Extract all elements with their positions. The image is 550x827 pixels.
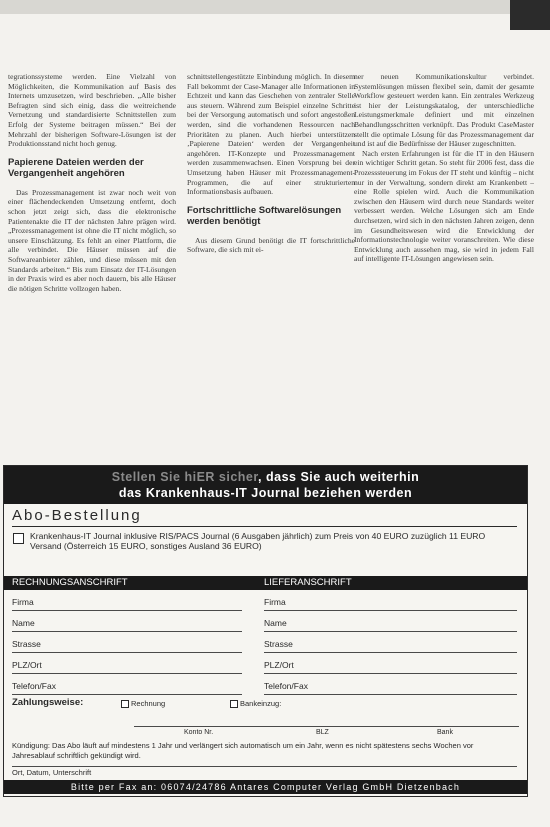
delivery-plz-input[interactable] [264,673,517,674]
billing-firma-input[interactable] [12,610,242,611]
form-title: Abo-Bestellung [12,507,142,524]
delivery-address-heading: LIEFERANSCHRIFT [264,577,352,588]
delivery-strasse-label: Strasse [264,639,293,649]
billing-plz-label: PLZ/Ort [12,660,42,670]
form-banner [4,466,527,504]
subheading: Fortschrittliche Softwarelösungen werden benötigt [187,204,342,228]
subscription-form [3,465,528,797]
banner-line-2: das Krankenhaus-IT Journal beziehen werden [118,486,413,500]
bank-label: Bank [437,729,453,736]
paragraph: schnittstellengestützte Einbindung möglich. In diesem Fall bekommt der Case-Manager alle Informationen in Echtzeit und kann das Geschehen von zentraler Stelle aus steuern. Während zum Beispiel einzelne Schritte bei der Versorgung automatisch und sofort angestoßen werden, sind die vorhandenen Ressourcen nach Prioritäten zu planen. Auch hierbei unterstützen ‚Papierene Dateien‘ werden der Vergangenheit angehören. IT-Konzepte und Prozessmanagement werden zusammenwachsen. Einen Vorsprung bei der Umsetzung haben Häuser mit Prozessmanagement-Programmen, die auf einer strukturierten Informationsbasis aufbauen. [187,72,355,197]
delivery-plz-label: PLZ/Ort [264,660,294,670]
paragraph: Aus diesem Grund benötigt die IT fortschrittliche Software, die sich mit ei- [187,235,355,255]
payment-invoice-checkbox[interactable] [121,700,129,708]
corner-mark [510,0,550,30]
article-column-1 [8,72,176,457]
paragraph: tegrationssysteme werden. Eine Vielzahl von Möglichkeiten, die Kommunikation auf Basis des Internets umzusetzen, wird beschrieben. „Alle bisher Befragten sind sich einig, dass die weitreichende Vernetzung und standardisierte Schnittstellen zum Erfolg der Systeme beitragen müssen.“ Bei der Mehrzahl der bisherigen Software-Lösungen ist der Produktionsstand nicht hoch genug. [8,72,176,149]
paragraph: ner neuen Kommunikationskultur verbindet. Systemlösungen müssen flexibel sein, damit der gesamte Workflow gesteuert werden kann. Ein zentrales Werkzeug ist hier der Leistungskatalog, der unterschiedliche Leistungsmerkmale definiert und mit einzelnen Behandlungsschritten verknüpft. Das Produkt CaseMaster stellt die optimale Lösung für das Prozessmanagement dar und ist auf die Bedürfnisse der Häuser zugeschnitten. [354,72,534,149]
blz-label: BLZ [316,729,329,736]
address-header-bar [4,576,527,590]
article-body [8,72,536,457]
billing-strasse-input[interactable] [12,652,242,653]
billing-telefon-label: Telefon/Fax [12,681,56,691]
banner-highlight: Stellen Sie hiER sicher [111,470,259,484]
payment-invoice-label: Rechnung [131,699,166,708]
delivery-strasse-input[interactable] [264,652,517,653]
payment-method-label: Zahlungsweise: [12,697,84,708]
delivery-name-input[interactable] [264,631,517,632]
abo-description: Krankenhaus-IT Journal inklusive RIS/PACS Journal (6 Ausgaben jährlich) zum Preis von 40 EURO zuzüglich 11 EURO Versand (Österreich 15 EURO, sonstiges Ausland 36 EURO) [30,531,486,552]
delivery-firma-label: Firma [264,597,286,607]
billing-name-label: Name [12,618,35,628]
billing-address-heading: RECHNUNGSANSCHRIFT [12,577,128,588]
payment-debit-checkbox[interactable] [230,700,238,708]
fax-instruction-bar: Bitte per Fax an: 06074/24786 Antares Computer Verlag GmbH Dietzenbach [4,780,527,794]
bank-details-input[interactable] [134,726,519,727]
delivery-telefon-input[interactable] [264,694,517,695]
delivery-firma-input[interactable] [264,610,517,611]
delivery-name-label: Name [264,618,287,628]
signature-label: Ort, Datum, Unterschrift [12,768,92,777]
paragraph: Nach ersten Erfahrungen ist für die IT in den Häusern ein wichtiger Schritt getan. So steht für 2006 fest, dass die Prozesssteuerung im Fokus der IT steht und künftig – nicht nur in der Verwaltung, sondern direkt am Krankenbett – eine Rolle spielen wird. Auch die Kommunikation zwischen den Häusern wird durch neue Standards weiter verbessert werden. Welche Lösungen sich am Ende durchsetzen, wird sich in den nächsten Jahren zeigen, denn im Gesundheitswesen wird die Entwicklung der Informationstechnologie weiter voranschreiten. Wie diese Entwicklung auch aussehen mag, sie wird in jedem Fall auf intelligente IT-Lösungen angewiesen sein. [354,148,534,264]
article-column-2 [187,72,355,457]
subheading: Papierene Dateien werden der Vergangenheit angehören [8,156,144,180]
billing-telefon-input[interactable] [12,694,242,695]
title-divider [12,526,517,527]
article-column-3 [354,72,534,457]
billing-plz-input[interactable] [12,673,242,674]
billing-strasse-label: Strasse [12,639,41,649]
signature-input[interactable] [12,766,517,767]
abo-checkbox[interactable] [13,533,24,544]
delivery-telefon-label: Telefon/Fax [264,681,308,691]
cancellation-notice: Kündigung: Das Abo läuft auf mindestens 1 Jahr und verlängert sich automatisch um ein Jahr, wenn es nicht spätestens sechs Wochen vor Jahresablauf schriftlich gekündigt wird. [12,741,474,760]
account-number-label: Konto Nr. [184,729,214,736]
top-border [0,0,550,14]
billing-firma-label: Firma [12,597,34,607]
billing-name-input[interactable] [12,631,242,632]
payment-debit-label: Bankeinzug: [240,699,282,708]
banner-line-1: , dass Sie auch weiterhin [258,470,420,484]
paragraph: Das Prozessmanagement ist zwar noch weit von einer flächendeckenden Umsetzung entfernt, doch schon jetzt zeigt sich, dass die elektronische Patientenakte die IT der nächsten Jahre prägen wird. „Prozessmanagement ist ohne die IT nicht möglich, so unsere Einschätzung. Es fehlt an einer Plattform, die alle verbindet. Die Häuser müssen auf die Softwareanbieter zählen, und diese müssen mit den Standards arbeiten.“ Bis zum Einsatz der IT-Lösungen in der Praxis wird es aber noch dauern, bis alle Häuser die nötigen Schritte vollzogen haben. [8,187,176,293]
